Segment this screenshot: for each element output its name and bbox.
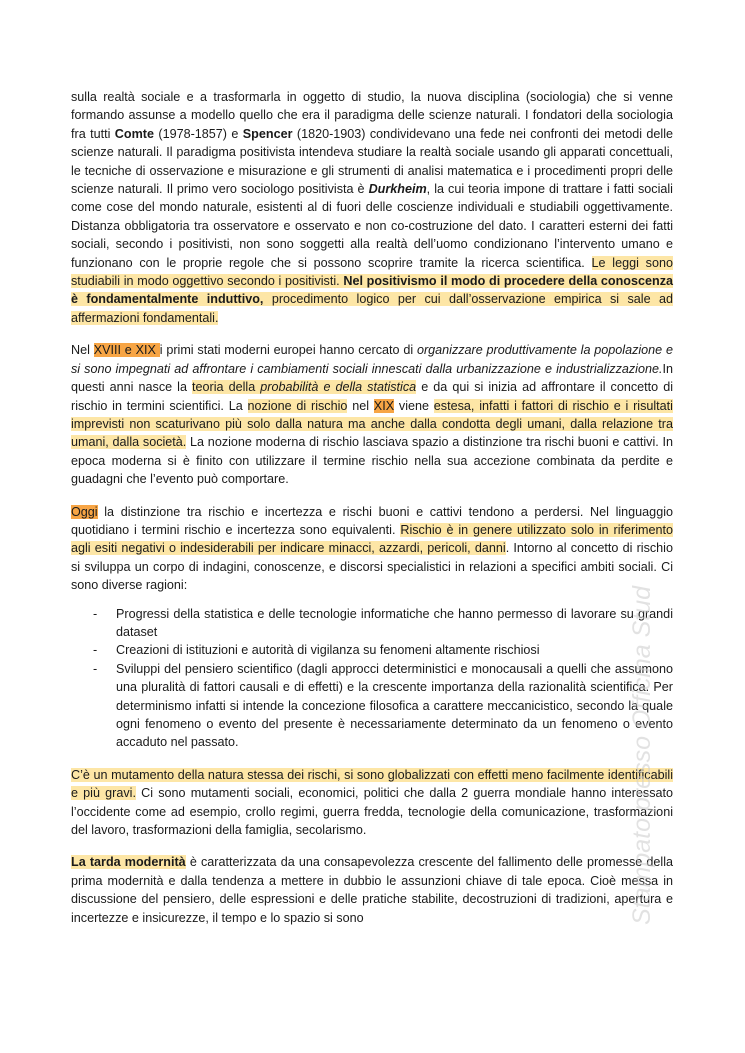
highlight: Le leggi sono studiabili in modo oggettivo secondo i positivisti. (71, 255, 673, 289)
text-run: nel (347, 398, 374, 413)
highlight: procedimento logico per cui dall’osservazione empirica si sale ad affermazioni fondamentali. (71, 292, 673, 325)
text-run: i primi stati moderni europei hanno cercato di (159, 343, 417, 358)
text-run: Ci sono mutamenti sociali, economici, politici che dalla 2 guerra mondiale hanno interessato l’occidente come ad esempio, crollo regimi, guerra fredda, tecnologie della comunicazione, trasformazioni del lavoro, trasformazioni della famiglia, secolarismo. (71, 786, 674, 838)
paragraph-risk-history (71, 341, 673, 488)
highlight: estesa, infatti i fattori di rischio e i risultati imprevisti non scaturivano più solo dalla natura ma anche dalla condotta degli umani, dalla relazione tra umani, dalla società. (71, 398, 673, 450)
name-spencer: Spencer (242, 126, 293, 141)
list-item: - Progressi della statistica e delle tecnologie informatiche che hanno permesso di lavorare su grandi dataset (71, 605, 673, 642)
text-run: (1820-1903) condividevano una fede nei confronti dei metodi delle scienze naturali. Il paradigma positivista intendeva studiare la realtà sociale usando gli apparati concettuali, le tecniche di osservazione e misurazione e gli strumenti di analisi matematica e i procedimenti propri delle scienze naturali. Il primo vero sociologo positivista è (71, 126, 673, 197)
highlight-italic: probabilità e della statistica (260, 380, 417, 395)
highlight-strong: XVIII e XIX (93, 343, 160, 358)
text-run: , la cui teoria impone di trattare i fatti sociali come cose del mondo naturale, esistenti al di fuori delle coscienze individuali e studiabili oggettivamente. Distanza obbligatoria tra osservatore e osservato e non co-costruzione del dato. I caratteri esterni dei fatti sociali, secondo i positivisti, non sono soggetti alla realtà dell’uomo condizionano l’intervento umano e funzionano con le proprie regole che si possono scoprire tramite la ricerca scientifica. (71, 182, 673, 270)
text-run: e da qui si inizia ad affrontare il concetto di rischio in termini scientifici. La (71, 380, 674, 413)
highlight-strong: Oggi (71, 504, 98, 519)
text-run: La nozione moderna di rischio lasciava spazio a distinzione tra rischi buoni e cattivi. In epoca moderna si è finito con utilizzare il termine rischio nella sua accezione combinata da perdite e guadagni che l’evento può comportare. (71, 435, 674, 487)
highlight: Rischio è in genere utilizzato solo in riferimento agli esiti negativi o indesiderabili per indicare minacci, azzardi, pericoli, danni (71, 522, 674, 556)
highlight-bold: Nel positivismo il modo di procedere della conoscenza è fondamentalmente induttivo, (71, 274, 673, 307)
list-item: - Creazioni di istituzioni e autorità di vigilanza su fenomeni altamente rischiosi (71, 641, 673, 659)
document-body (71, 88, 673, 927)
text-run: (1978-1857) e (153, 126, 243, 141)
highlight-strong: XIX (373, 398, 395, 413)
watermark: Stampato presso Officina Stud (628, 585, 656, 925)
text-run: è caratterizzata da una consapevolezza crescente del fallimento delle promesse della prima modernità e dalla tendenza a mettere in dubbio le assunzioni chiave di tale epoca. Cioè messa in discussione del pensiero, delle espressioni e delle pratiche stabilite, decostruzioni di tradizioni, apertura e incertezze e insicurezze, il tempo e lo spazio si sono (71, 855, 673, 925)
paragraph-today (71, 503, 673, 595)
paragraph-globalization (71, 766, 673, 840)
text-run: . Intorno al concetto di rischio si sviluppa un corpo di indagini, conoscenze, e discorsi specialistici in relazioni a specifici ambiti sociali. Ci sono diverse ragioni: (71, 541, 673, 593)
highlight-bold: La tarda modernità (71, 855, 186, 870)
name-comte: Comte (114, 126, 154, 141)
text-run: la distinzione tra rischio e incertezza e rischi buoni e cattivi tendono a perdersi. Nel linguaggio quotidiano i termini rischio e incertezza sono equivalenti. (71, 504, 673, 537)
text-run: Nel (71, 343, 94, 358)
text-run: In questi anni nasce la (71, 361, 673, 395)
paragraph-positivism (71, 88, 673, 327)
paragraph-late-modernity (71, 853, 673, 927)
list-item: - Sviluppi del pensiero scientifico (dagli approcci deterministici e monocausali a quelli che assumono una pluralità di fattori causali e di effetti) e la crescente importanza della razionalità scientifica. Per determinismo infatti si intende la concezione filosofica a carattere meccanicistico, secondo la quale ogni fenomeno o evento del presente è necessariamente determinato da un fenomeno o evento accaduto nel passato. (71, 660, 673, 752)
highlight: C’è un mutamento della natura stessa dei rischi, si sono globalizzati con effetti meno facilmente identificabili e più gravi. (71, 767, 673, 801)
text-run: viene (394, 398, 434, 413)
highlight: teoria della (192, 380, 261, 395)
reasons-list (71, 605, 673, 752)
italic-text: organizzare produttivamente la popolazione e si sono impegnati ad affrontare i cambiamenti sociali innescati dalla urbanizzazione e industrializzazione. (71, 343, 673, 376)
highlight: nozione di rischio (247, 398, 348, 413)
text-run: sulla realtà sociale e a trasformarla in oggetto di studio, la nuova disciplina (sociologia) che si venne formando assunse a modello quello che era il paradigma delle scienze naturali. I fondatori della sociologia fra tutti (71, 90, 673, 141)
name-durkheim: Durkheim (368, 182, 427, 197)
